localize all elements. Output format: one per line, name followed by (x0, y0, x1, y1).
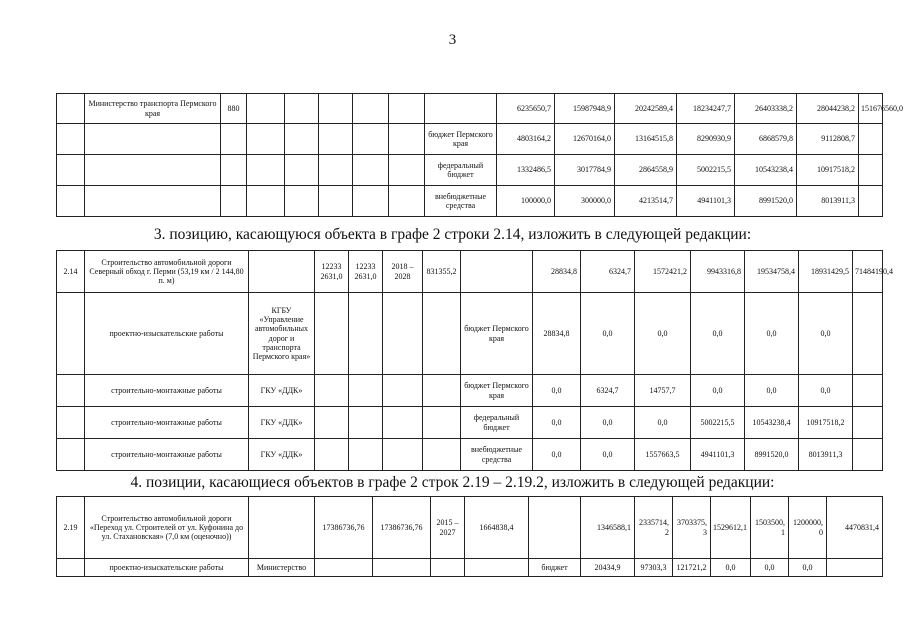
value-cell: 10543238,4 (745, 407, 799, 439)
value-cell: 9112808,7 (797, 124, 859, 155)
row-number: 2.14 (57, 251, 85, 293)
value-cell: 0,0 (533, 439, 581, 471)
value-cell: 1200000,0 (789, 497, 827, 559)
value-cell: 6868579,8 (735, 124, 797, 155)
value-cell: 28834,8 (533, 293, 581, 375)
row-name (85, 124, 221, 155)
value-cell: 100000,0 (497, 186, 555, 217)
value-cell: 10917518,2 (797, 155, 859, 186)
value-cell: 5002215,5 (677, 155, 735, 186)
value-cell: 6235650,7 (497, 94, 555, 124)
work-type: строительно-монтажные работы (85, 375, 249, 407)
table-row (57, 293, 883, 375)
value-cell: 0,0 (533, 407, 581, 439)
value-cell: 14757,7 (635, 375, 691, 407)
table-row (57, 407, 883, 439)
row-source (425, 94, 497, 124)
value-cell: 6324,7 (581, 375, 635, 407)
value-cell: 0,0 (745, 375, 799, 407)
section-heading-4: 4. позиции, касающиеся объектов в графе 2 строк 2.19 – 2.19.2, изложить в следующей редакции: (130, 474, 775, 491)
stroiteley-crossing-table (56, 496, 883, 577)
table-row (57, 186, 883, 217)
value-cell: 3703375,3 (673, 497, 711, 559)
value-cell (859, 124, 883, 155)
remain-cell: 1664838,4 (465, 497, 529, 559)
value-cell: 0,0 (581, 407, 635, 439)
executor: ГКУ «ДДК» (249, 439, 315, 471)
value-cell: 8290930,9 (677, 124, 735, 155)
value-cell: 28834,8 (533, 251, 581, 293)
executor: ГКУ «ДДК» (249, 407, 315, 439)
work-type: строительно-монтажные работы (85, 439, 249, 471)
value-cell: 1346588,1 (581, 497, 635, 559)
row-source: бюджет Пермского края (425, 124, 497, 155)
value-cell: 28044238,2 (797, 94, 859, 124)
value-cell (859, 186, 883, 217)
row-source: внебюджетные средства (425, 186, 497, 217)
value-cell: 2335714,2 (635, 497, 673, 559)
value-cell: 6324,7 (581, 251, 635, 293)
work-type: проектно-изыскательские работы (85, 559, 249, 577)
row-source: внебюджетные средства (461, 439, 533, 471)
work-type: строительно-монтажные работы (85, 407, 249, 439)
value-cell: 8991520,0 (745, 439, 799, 471)
value-cell: 10917518,2 (799, 407, 853, 439)
value-cell: 4213514,7 (615, 186, 677, 217)
value-cell (827, 559, 883, 577)
object-name: Строительство автомобильной дороги «Переход ул. Строителей от ул. Куфонина до ул. Стахановская» (7,0 км (оценочно)) (85, 497, 249, 559)
value-cell: 4941101,3 (691, 439, 745, 471)
value-cell: 0,0 (799, 293, 853, 375)
value-cell: 1503500,1 (751, 497, 789, 559)
table-row (57, 124, 883, 155)
row-code (221, 124, 247, 155)
section-heading-3: 3. позицию, касающуюся объекта в графе 2 строки 2.14, изложить в следующей редакции: (153, 226, 752, 243)
value-cell: 9943316,8 (691, 251, 745, 293)
executor: Министерство (249, 559, 315, 577)
row-source: бюджет Пермского края (461, 375, 533, 407)
value-cell: 8991520,0 (735, 186, 797, 217)
executor: ГКУ «ДДК» (249, 375, 315, 407)
period-cell: 2018 – 2028 (383, 251, 423, 293)
value-cell: 2864558,9 (615, 155, 677, 186)
row-source: бюджет Пермского края (461, 293, 533, 375)
value-cell: 26403338,2 (735, 94, 797, 124)
row-name (85, 155, 221, 186)
period-cell: 2015 – 2027 (431, 497, 465, 559)
table-row (57, 439, 883, 471)
value-cell: 0,0 (635, 407, 691, 439)
value-cell: 0,0 (581, 293, 635, 375)
value-cell: 0,0 (745, 293, 799, 375)
value-cell: 8013911,3 (799, 439, 853, 471)
remain-cell: 831355,2 (423, 251, 461, 293)
object-name: Строительство автомобильной дороги Северный обход г. Перми (53,19 км / 2 144,80 п. м) (85, 251, 249, 293)
executor: КГБУ «Управление автомобильных дорог и транспорта Пермского края» (249, 293, 315, 375)
northern-bypass-table (56, 250, 893, 471)
value-cell: 3017784,9 (555, 155, 615, 186)
value-cell: 15987948,9 (555, 94, 615, 124)
table-row (57, 375, 883, 407)
value-cell: 10543238,4 (735, 155, 797, 186)
ministry-totals-table (56, 93, 903, 217)
row-source: бюджет (529, 559, 581, 577)
row-name (85, 186, 221, 217)
value-cell: 1572421,2 (635, 251, 691, 293)
value-cell: 0,0 (799, 375, 853, 407)
value-cell: 1557663,5 (635, 439, 691, 471)
value-cell: 0,0 (581, 439, 635, 471)
table-row (57, 155, 883, 186)
value-cell (853, 407, 883, 439)
cell-empty (57, 94, 85, 124)
cost-cell: 17386736,76 (373, 497, 431, 559)
table-row (57, 251, 883, 293)
row-code: 880 (221, 94, 247, 124)
row-number: 2.19 (57, 497, 85, 559)
cost-cell: 17386736,76 (315, 497, 373, 559)
value-cell: 19534758,4 (745, 251, 799, 293)
value-cell (853, 293, 883, 375)
value-cell: 18234247,7 (677, 94, 735, 124)
value-cell (853, 375, 883, 407)
value-cell: 1332486,5 (497, 155, 555, 186)
value-cell: 0,0 (789, 559, 827, 577)
value-cell: 12670164,0 (555, 124, 615, 155)
value-cell: 1529612,1 (711, 497, 751, 559)
value-cell: 20434,9 (581, 559, 635, 577)
table-row (57, 559, 883, 577)
value-cell: 18931429,5 (799, 251, 853, 293)
value-cell: 97303,3 (635, 559, 673, 577)
value-cell: 151676560,0 (859, 94, 883, 124)
value-cell: 5002215,5 (691, 407, 745, 439)
value-cell: 13164515,8 (615, 124, 677, 155)
value-cell (859, 155, 883, 186)
value-cell: 4941101,3 (677, 186, 735, 217)
value-cell: 0,0 (635, 293, 691, 375)
row-code (221, 155, 247, 186)
cost-cell: 12233 2631,0 (349, 251, 383, 293)
value-cell: 71484190,4 (853, 251, 883, 293)
row-code (221, 186, 247, 217)
value-cell: 0,0 (711, 559, 751, 577)
value-cell: 300000,0 (555, 186, 615, 217)
value-cell: 4803164,2 (497, 124, 555, 155)
cost-cell: 12233 2631,0 (315, 251, 349, 293)
row-name: Министерство транспорта Пермского края (85, 94, 221, 124)
value-cell: 4470831,4 (827, 497, 883, 559)
page-number: 3 (448, 32, 457, 48)
value-cell: 121721,2 (673, 559, 711, 577)
value-cell: 8013911,3 (797, 186, 859, 217)
row-source: федеральный бюджет (425, 155, 497, 186)
work-type: проектно-изыскательские работы (85, 293, 249, 375)
value-cell: 0,0 (691, 375, 745, 407)
value-cell: 0,0 (533, 375, 581, 407)
row-source: федеральный бюджет (461, 407, 533, 439)
value-cell: 0,0 (751, 559, 789, 577)
value-cell: 20242589,4 (615, 94, 677, 124)
value-cell (853, 439, 883, 471)
value-cell: 0,0 (691, 293, 745, 375)
table-row (57, 497, 883, 559)
table-row (57, 94, 883, 124)
